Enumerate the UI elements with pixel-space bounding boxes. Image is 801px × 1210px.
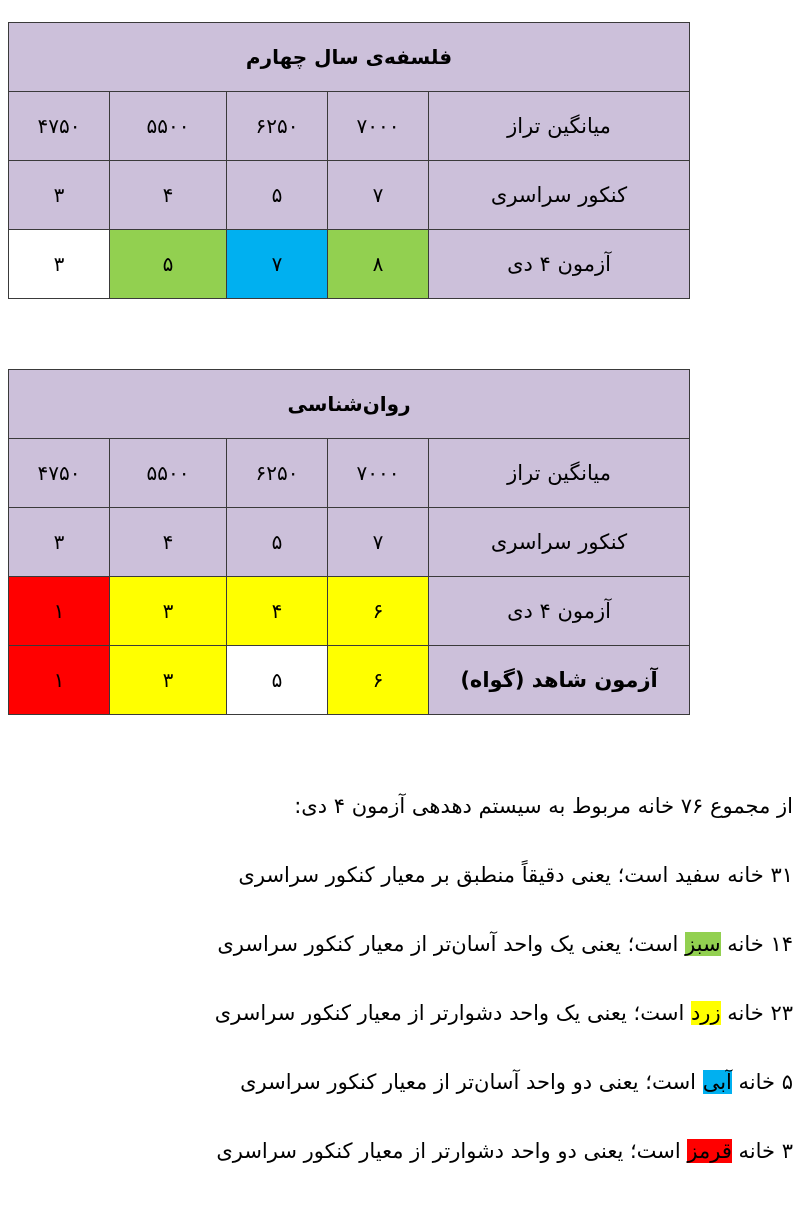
row-label: میانگین تراز bbox=[429, 92, 690, 161]
table-cell: ۶۲۵۰ bbox=[227, 92, 328, 161]
note-text: است؛ یعنی یک واحد دشوارتر از معیار کنکور سراسری bbox=[214, 1001, 691, 1025]
table-cell: ۵ bbox=[227, 646, 328, 715]
note-blue bbox=[13, 1048, 793, 1117]
table-row bbox=[9, 439, 690, 508]
row-label: آزمون ۴ دی bbox=[429, 230, 690, 299]
note-text: است؛ یعنی دو واحد دشوارتر از معیار کنکور سراسری bbox=[216, 1139, 688, 1163]
note-white bbox=[13, 841, 793, 910]
table-title: فلسفه‌ی سال چهارم bbox=[9, 23, 690, 92]
note-text: است؛ یعنی دو واحد آسان‌تر از معیار کنکور سراسری bbox=[240, 1070, 703, 1094]
table-cell: ۳ bbox=[9, 161, 110, 230]
table-cell: ۵ bbox=[227, 161, 328, 230]
psychology-table bbox=[8, 369, 690, 715]
table-cell: ۵۵۰۰ bbox=[110, 439, 227, 508]
philosophy-table bbox=[8, 22, 690, 299]
notes-intro: از مجموع ۷۶ خانه مربوط به سیستم دهدهی آزمون ۴ دی: bbox=[294, 794, 793, 818]
table-cell: ۵ bbox=[227, 508, 328, 577]
table-cell: ۶ bbox=[328, 646, 429, 715]
table-row bbox=[9, 92, 690, 161]
note-text: است؛ یعنی یک واحد آسان‌تر از معیار کنکور سراسری bbox=[217, 932, 686, 956]
table-row bbox=[9, 161, 690, 230]
table-cell: ۳ bbox=[9, 230, 110, 299]
green-highlight: سبز bbox=[685, 932, 721, 956]
table-title: روان‌شناسی bbox=[9, 370, 690, 439]
note-text: ۳ خانه bbox=[731, 1139, 793, 1163]
table-cell: ۷ bbox=[227, 230, 328, 299]
row-label: میانگین تراز bbox=[429, 439, 690, 508]
table-cell: ۵۵۰۰ bbox=[110, 92, 227, 161]
note-red bbox=[13, 1117, 793, 1186]
blue-highlight: آبی bbox=[702, 1070, 732, 1094]
table-cell: ۱ bbox=[9, 577, 110, 646]
table-cell: ۶ bbox=[328, 577, 429, 646]
table-cell: ۴ bbox=[110, 161, 227, 230]
table-row bbox=[9, 646, 690, 715]
table-row bbox=[9, 508, 690, 577]
table-row bbox=[9, 577, 690, 646]
table-cell: ۴۷۵۰ bbox=[9, 439, 110, 508]
yellow-highlight: زرد bbox=[690, 1001, 721, 1025]
table-cell: ۴۷۵۰ bbox=[9, 92, 110, 161]
table-cell: ۷۰۰۰ bbox=[328, 439, 429, 508]
row-label: آزمون شاهد (گواه) bbox=[429, 646, 690, 715]
row-label: کنکور سراسری bbox=[429, 161, 690, 230]
note-green bbox=[13, 910, 793, 979]
table-cell: ۴ bbox=[227, 577, 328, 646]
legend-notes bbox=[13, 772, 793, 1186]
note-text: ۵ خانه bbox=[731, 1070, 793, 1094]
table-cell: ۳ bbox=[9, 508, 110, 577]
note-text: ۳۱ خانه سفید است؛ یعنی دقیقاً منطبق بر معیار کنکور سراسری bbox=[238, 863, 793, 887]
table-cell: ۳ bbox=[110, 577, 227, 646]
table-cell: ۵ bbox=[110, 230, 227, 299]
red-highlight: قرمز bbox=[687, 1139, 732, 1163]
row-label: آزمون ۴ دی bbox=[429, 577, 690, 646]
table-cell: ۶۲۵۰ bbox=[227, 439, 328, 508]
table-cell: ۷۰۰۰ bbox=[328, 92, 429, 161]
table-cell: ۸ bbox=[328, 230, 429, 299]
table-row bbox=[9, 230, 690, 299]
table-cell: ۱ bbox=[9, 646, 110, 715]
note-yellow bbox=[13, 979, 793, 1048]
note-text: ۱۴ خانه bbox=[720, 932, 793, 956]
table-cell: ۳ bbox=[110, 646, 227, 715]
row-label: کنکور سراسری bbox=[429, 508, 690, 577]
table-cell: ۷ bbox=[328, 508, 429, 577]
table-cell: ۷ bbox=[328, 161, 429, 230]
table-cell: ۴ bbox=[110, 508, 227, 577]
note-text: ۲۳ خانه bbox=[720, 1001, 793, 1025]
